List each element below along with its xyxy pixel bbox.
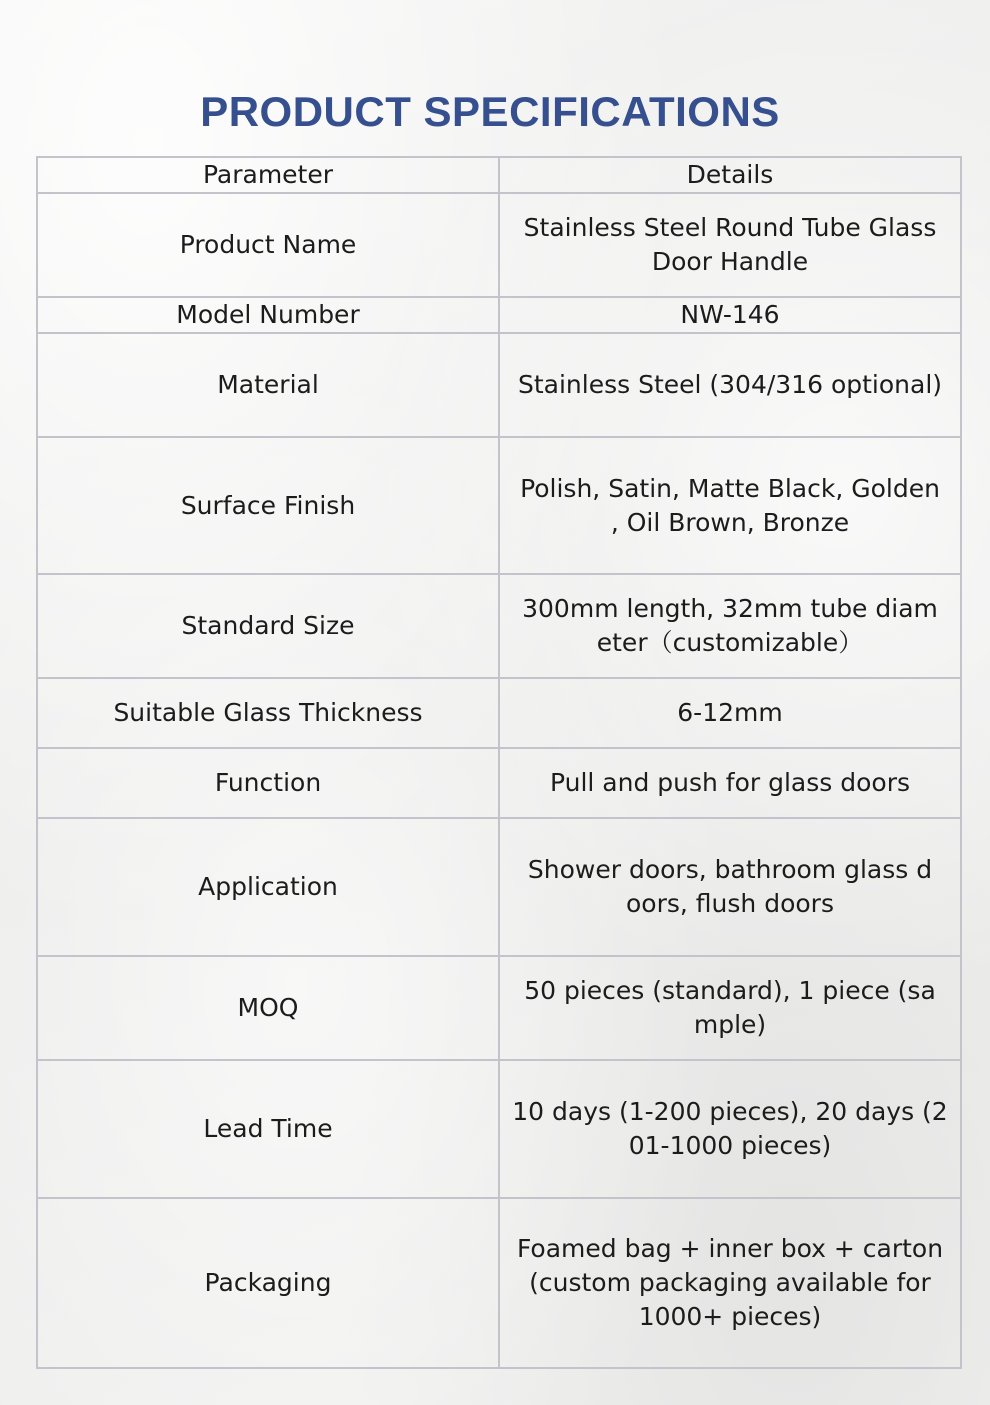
specifications-table [36, 156, 962, 1369]
table-row [37, 678, 961, 748]
details-cell: Shower doors, bathroom glass d oors, flush doors [499, 818, 961, 956]
parameter-cell: Suitable Glass Thickness [37, 678, 499, 748]
details-cell: 10 days (1-200 pieces), 20 days (2 01-1000 pieces) [499, 1060, 961, 1198]
parameter-cell: Lead Time [37, 1060, 499, 1198]
details-cell: 50 pieces (standard), 1 piece (sa mple) [499, 956, 961, 1060]
parameter-cell: Function [37, 748, 499, 818]
table-row [37, 818, 961, 956]
table-row [37, 748, 961, 818]
table-header-row [37, 157, 961, 193]
parameter-cell: MOQ [37, 956, 499, 1060]
parameter-cell: Material [37, 333, 499, 437]
parameter-cell: Application [37, 818, 499, 956]
parameter-cell: Standard Size [37, 574, 499, 678]
table-row [37, 574, 961, 678]
details-cell: Polish, Satin, Matte Black, Golden , Oil Brown, Bronze [499, 437, 961, 574]
details-cell: 6-12mm [499, 678, 961, 748]
parameter-cell: Product Name [37, 193, 499, 297]
column-header-details: Details [499, 157, 961, 193]
parameter-cell: Model Number [37, 297, 499, 333]
page-title: PRODUCT SPECIFICATIONS [200, 88, 780, 135]
table-row [37, 297, 961, 333]
table-row [37, 956, 961, 1060]
details-cell: Stainless Steel (304/316 optional) [499, 333, 961, 437]
parameter-cell: Surface Finish [37, 437, 499, 574]
table-row [37, 1198, 961, 1368]
details-cell: Pull and push for glass doors [499, 748, 961, 818]
table-row [37, 437, 961, 574]
details-cell: Stainless Steel Round Tube Glass Door Handle [499, 193, 961, 297]
column-header-parameter: Parameter [37, 157, 499, 193]
parameter-cell: Packaging [37, 1198, 499, 1368]
table-row [37, 193, 961, 297]
details-cell: Foamed bag + inner box + carton (custom packaging available for 1000+ pieces) [499, 1198, 961, 1368]
details-cell: 300mm length, 32mm tube diam eter（customizable） [499, 574, 961, 678]
details-cell: NW-146 [499, 297, 961, 333]
table-row [37, 333, 961, 437]
table-row [37, 1060, 961, 1198]
